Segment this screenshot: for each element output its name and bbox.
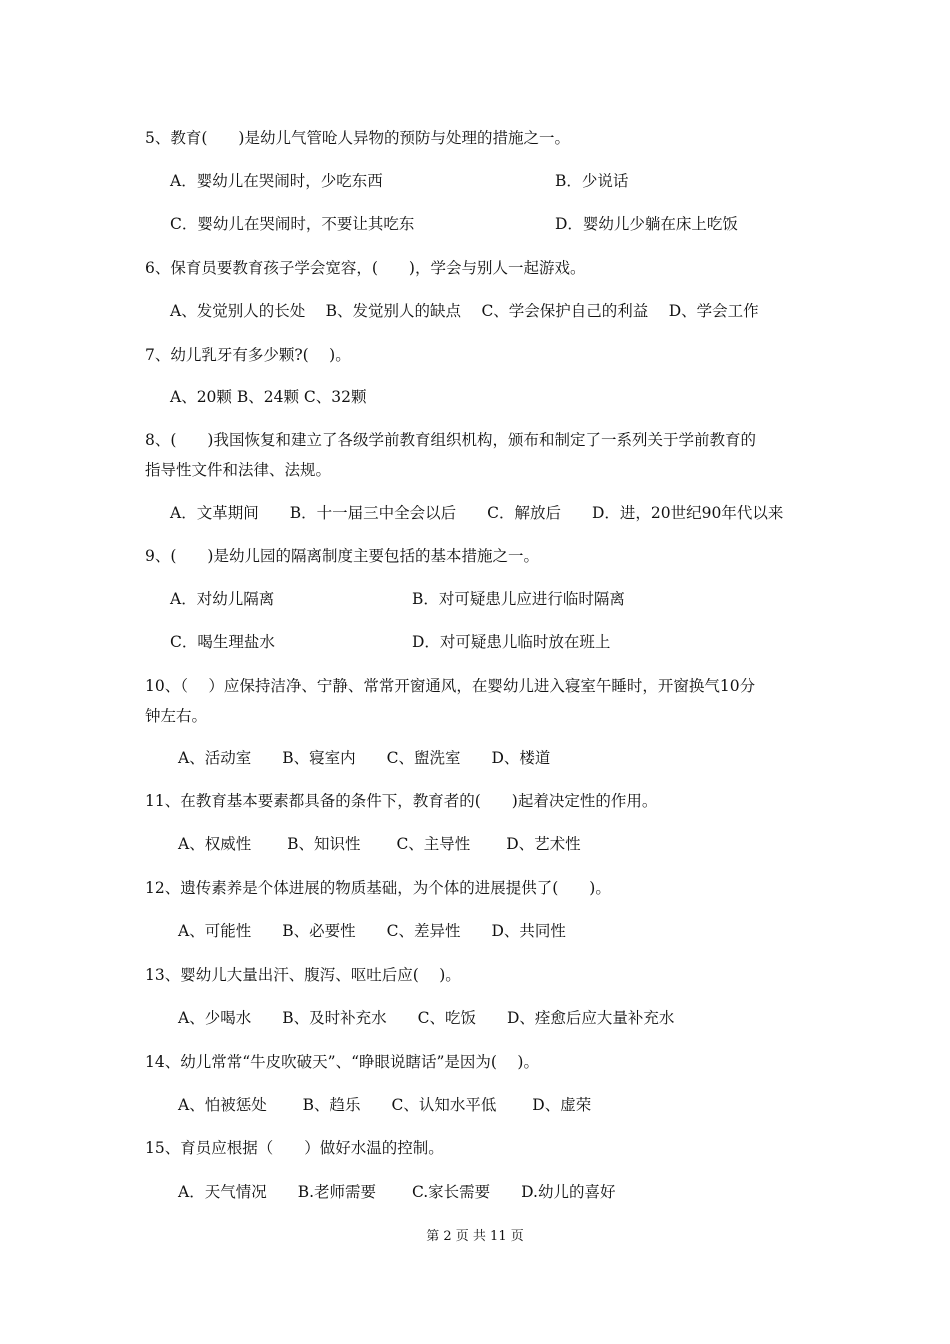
question-15-options: A．天气情况 B.老师需要 C.家长需要 D.幼儿的喜好 [178,1183,616,1201]
question-5-option-b: B．少说话 [555,172,629,190]
question-5-option-d: D．婴幼儿少躺在床上吃饭 [555,215,738,233]
page-footer: 第 2 页 共 11 页 [426,1229,524,1244]
question-7-options: A、20颗 B、24颗 C、32颗 [170,388,367,406]
question-6-stem: 6、保育员要教育孩子学会宽容，( )，学会与别人一起游戏。 [145,259,586,277]
question-5-option-c: C．婴幼儿在哭闹时，不要让其吃东 [170,215,415,233]
question-8-stem-line1: 8、( )我国恢复和建立了各级学前教育组织机构，颁布和制定了一系列关于学前教育的 [145,431,756,449]
question-13-stem: 13、婴幼儿大量出汗、腹泻、呕吐后应( )。 [145,966,461,984]
question-14-stem: 14、幼儿常常“牛皮吹破天”、“睁眼说瞎话”是因为( )。 [145,1053,539,1071]
question-12-stem: 12、遗传素养是个体进展的物质基础，为个体的进展提供了( )。 [145,879,611,897]
question-9-option-d: D．对可疑患儿临时放在班上 [412,633,611,651]
question-5-option-a: A．婴幼儿在哭闹时，少吃东西 [170,172,383,190]
question-12-options: A、可能性 B、必要性 C、差异性 D、共同性 [178,922,566,940]
question-14-options: A、怕被惩处 B、趋乐 C、认知水平低 D、虚荣 [178,1096,592,1114]
question-9-stem: 9、( )是幼儿园的隔离制度主要包括的基本措施之一。 [145,547,539,565]
question-8-options: A．文革期间 B．十一届三中全会以后 C．解放后 D．进，20世纪90年代以来 [170,504,784,522]
question-5-stem: 5、教育( )是幼儿气管呛人异物的预防与处理的措施之一。 [145,129,570,147]
question-9-option-b: B．对可疑患儿应进行临时隔离 [412,590,625,608]
question-9-option-c: C．喝生理盐水 [170,633,275,651]
question-13-options: A、少喝水 B、及时补充水 C、吃饭 D、痊愈后应大量补充水 [178,1009,675,1027]
question-10-options: A、活动室 B、寝室内 C、盥洗室 D、楼道 [178,749,551,767]
question-11-options: A、权威性 B、知识性 C、主导性 D、艺术性 [178,835,581,853]
question-11-stem: 11、在教育基本要素都具备的条件下，教育者的( )起着决定性的作用。 [145,792,658,810]
question-10-stem-line1: 10、（ ）应保持洁净、宁静、常常开窗通风，在婴幼儿进入寝室午睡时，开窗换气10分 [145,677,756,695]
question-8-stem-line2: 指导性文件和法律、法规。 [145,461,332,479]
question-6-options: A、发觉别人的长处 B、发觉别人的缺点 C、学会保护自己的利益 D、学会工作 [170,302,759,320]
question-9-option-a: A．对幼儿隔离 [170,590,275,608]
question-10-stem-line2: 钟左右。 [145,707,208,725]
question-15-stem: 15、育员应根据（ ）做好水温的控制。 [145,1139,444,1157]
question-7-stem: 7、幼儿乳牙有多少颗?( )。 [145,346,351,364]
